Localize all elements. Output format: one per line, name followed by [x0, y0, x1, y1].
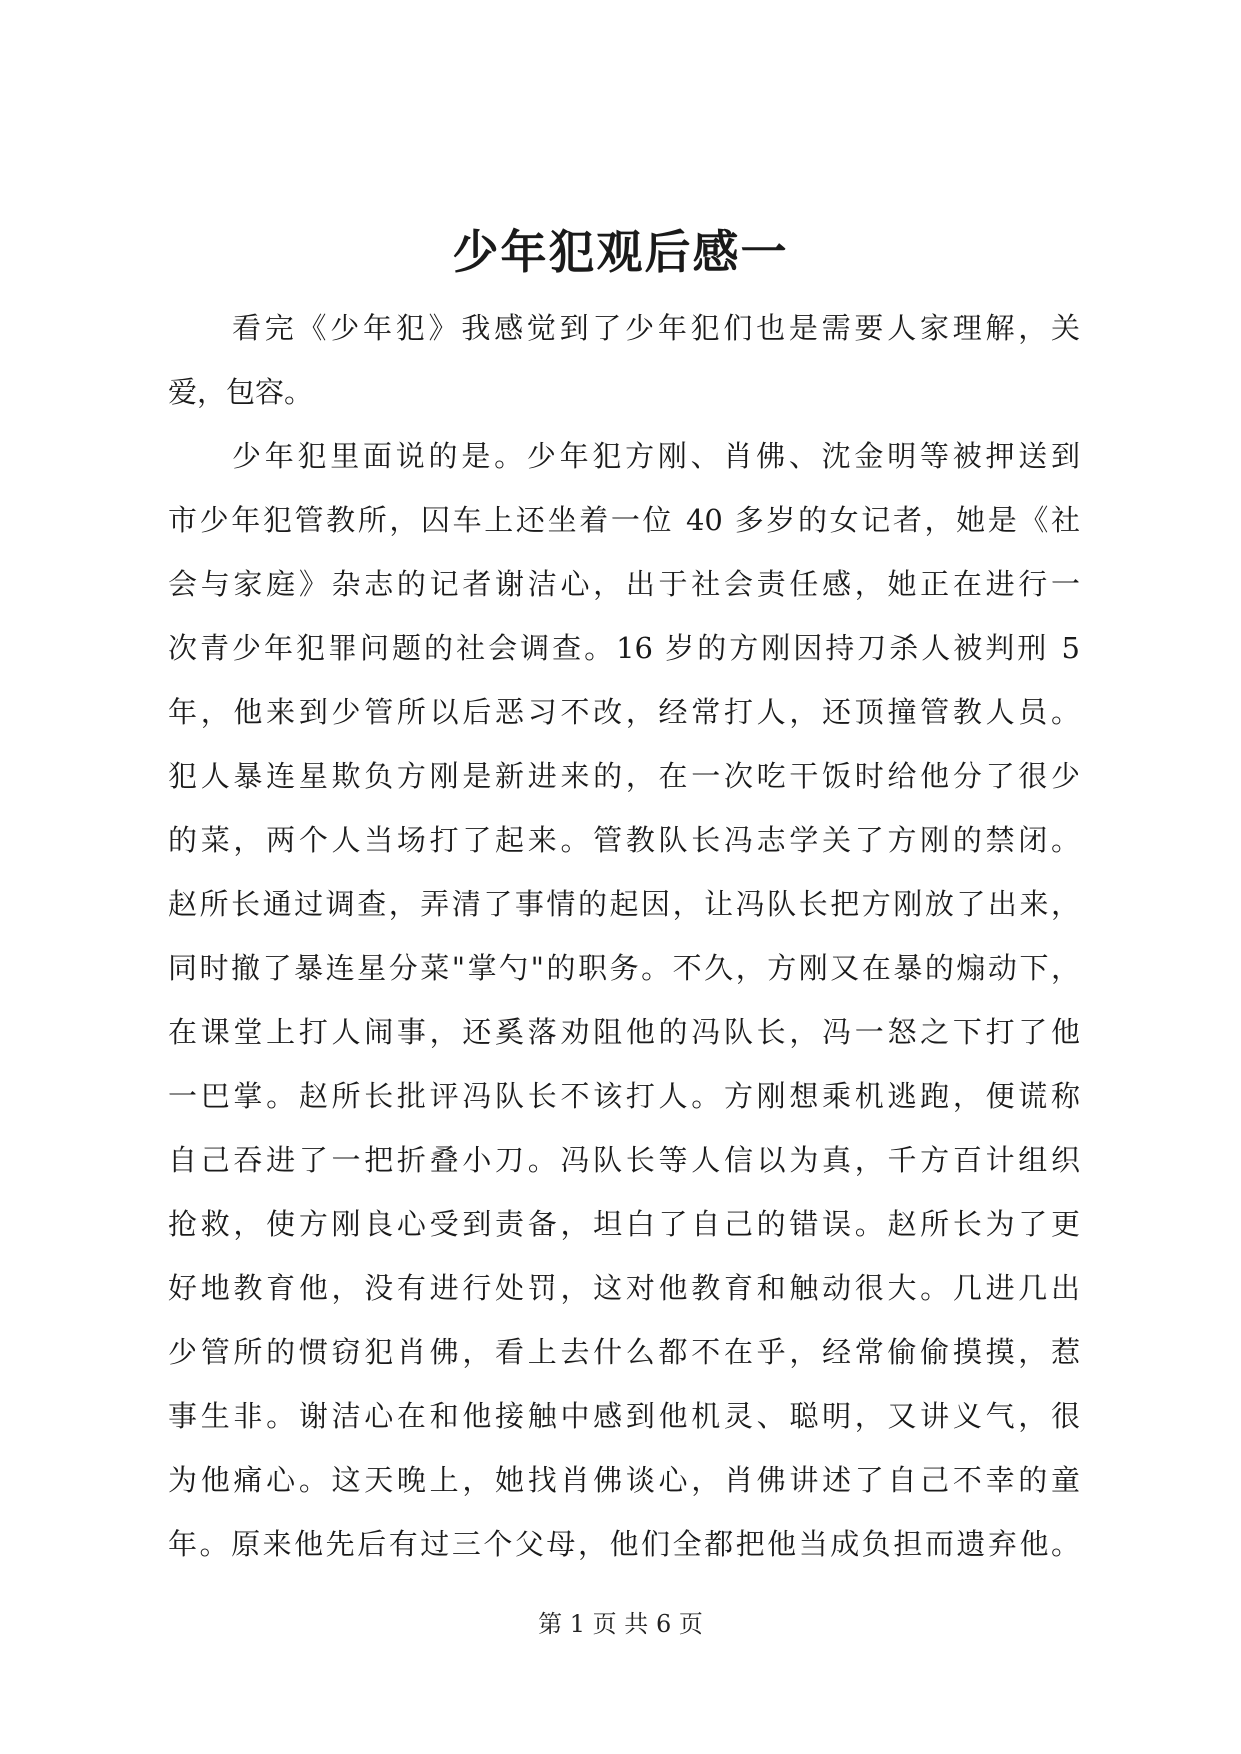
page-number-footer: 第 1 页 共 6 页	[538, 1610, 703, 1638]
paragraph-line: 少管所的惯窃犯肖佛，看上去什么都不在乎，经常偷偷摸摸，惹	[168, 1335, 1080, 1369]
document-title: 少年犯观后感一	[452, 225, 789, 279]
paragraph-line: 少年犯里面说的是。少年犯方刚、肖佛、沈金明等被押送到	[232, 439, 1080, 473]
paragraph-line: 赵所长通过调查，弄清了事情的起因，让冯队长把方刚放了出来，	[168, 887, 1080, 921]
paragraph-line: 爱，包容。	[168, 375, 314, 409]
paragraph-line: 看完《少年犯》我感觉到了少年犯们也是需要人家理解，关	[232, 311, 1080, 345]
paragraph-line: 犯人暴连星欺负方刚是新进来的，在一次吃干饭时给他分了很少	[168, 759, 1080, 793]
paragraph-line: 为他痛心。这天晚上，她找肖佛谈心，肖佛讲述了自己不幸的童	[168, 1463, 1080, 1497]
paragraph-line: 一巴掌。赵所长批评冯队长不该打人。方刚想乘机逃跑，便谎称	[168, 1079, 1080, 1113]
paragraph-line: 次青少年犯罪问题的社会调查。16 岁的方刚因持刀杀人被判刑 5	[168, 631, 1080, 665]
paragraph-line: 市少年犯管教所，囚车上还坐着一位 40 多岁的女记者，她是《社	[168, 503, 1080, 537]
document-body	[168, 296, 1080, 1576]
paragraph-line: 的菜，两个人当场打了起来。管教队长冯志学关了方刚的禁闭。	[168, 823, 1080, 857]
paragraph-line: 自己吞进了一把折叠小刀。冯队长等人信以为真，千方百计组织	[168, 1143, 1080, 1177]
paragraph-line: 事生非。谢洁心在和他接触中感到他机灵、聪明，又讲义气，很	[168, 1399, 1080, 1433]
paragraph-line: 好地教育他，没有进行处罚，这对他教育和触动很大。几进几出	[168, 1271, 1080, 1305]
paragraph-line: 抢救，使方刚良心受到责备，坦白了自己的错误。赵所长为了更	[168, 1207, 1080, 1241]
paragraph-line: 会与家庭》杂志的记者谢洁心，出于社会责任感，她正在进行一	[168, 567, 1080, 601]
paragraph-line: 年。原来他先后有过三个父母，他们全都把他当成负担而遗弃他。	[168, 1527, 1080, 1561]
paragraph-line: 同时撤了暴连星分菜"掌勺"的职务。不久，方刚又在暴的煽动下，	[168, 951, 1080, 985]
paragraph-line: 在课堂上打人闹事，还奚落劝阻他的冯队长，冯一怒之下打了他	[168, 1015, 1080, 1049]
paragraph-line: 年，他来到少管所以后恶习不改，经常打人，还顶撞管教人员。	[168, 695, 1080, 729]
